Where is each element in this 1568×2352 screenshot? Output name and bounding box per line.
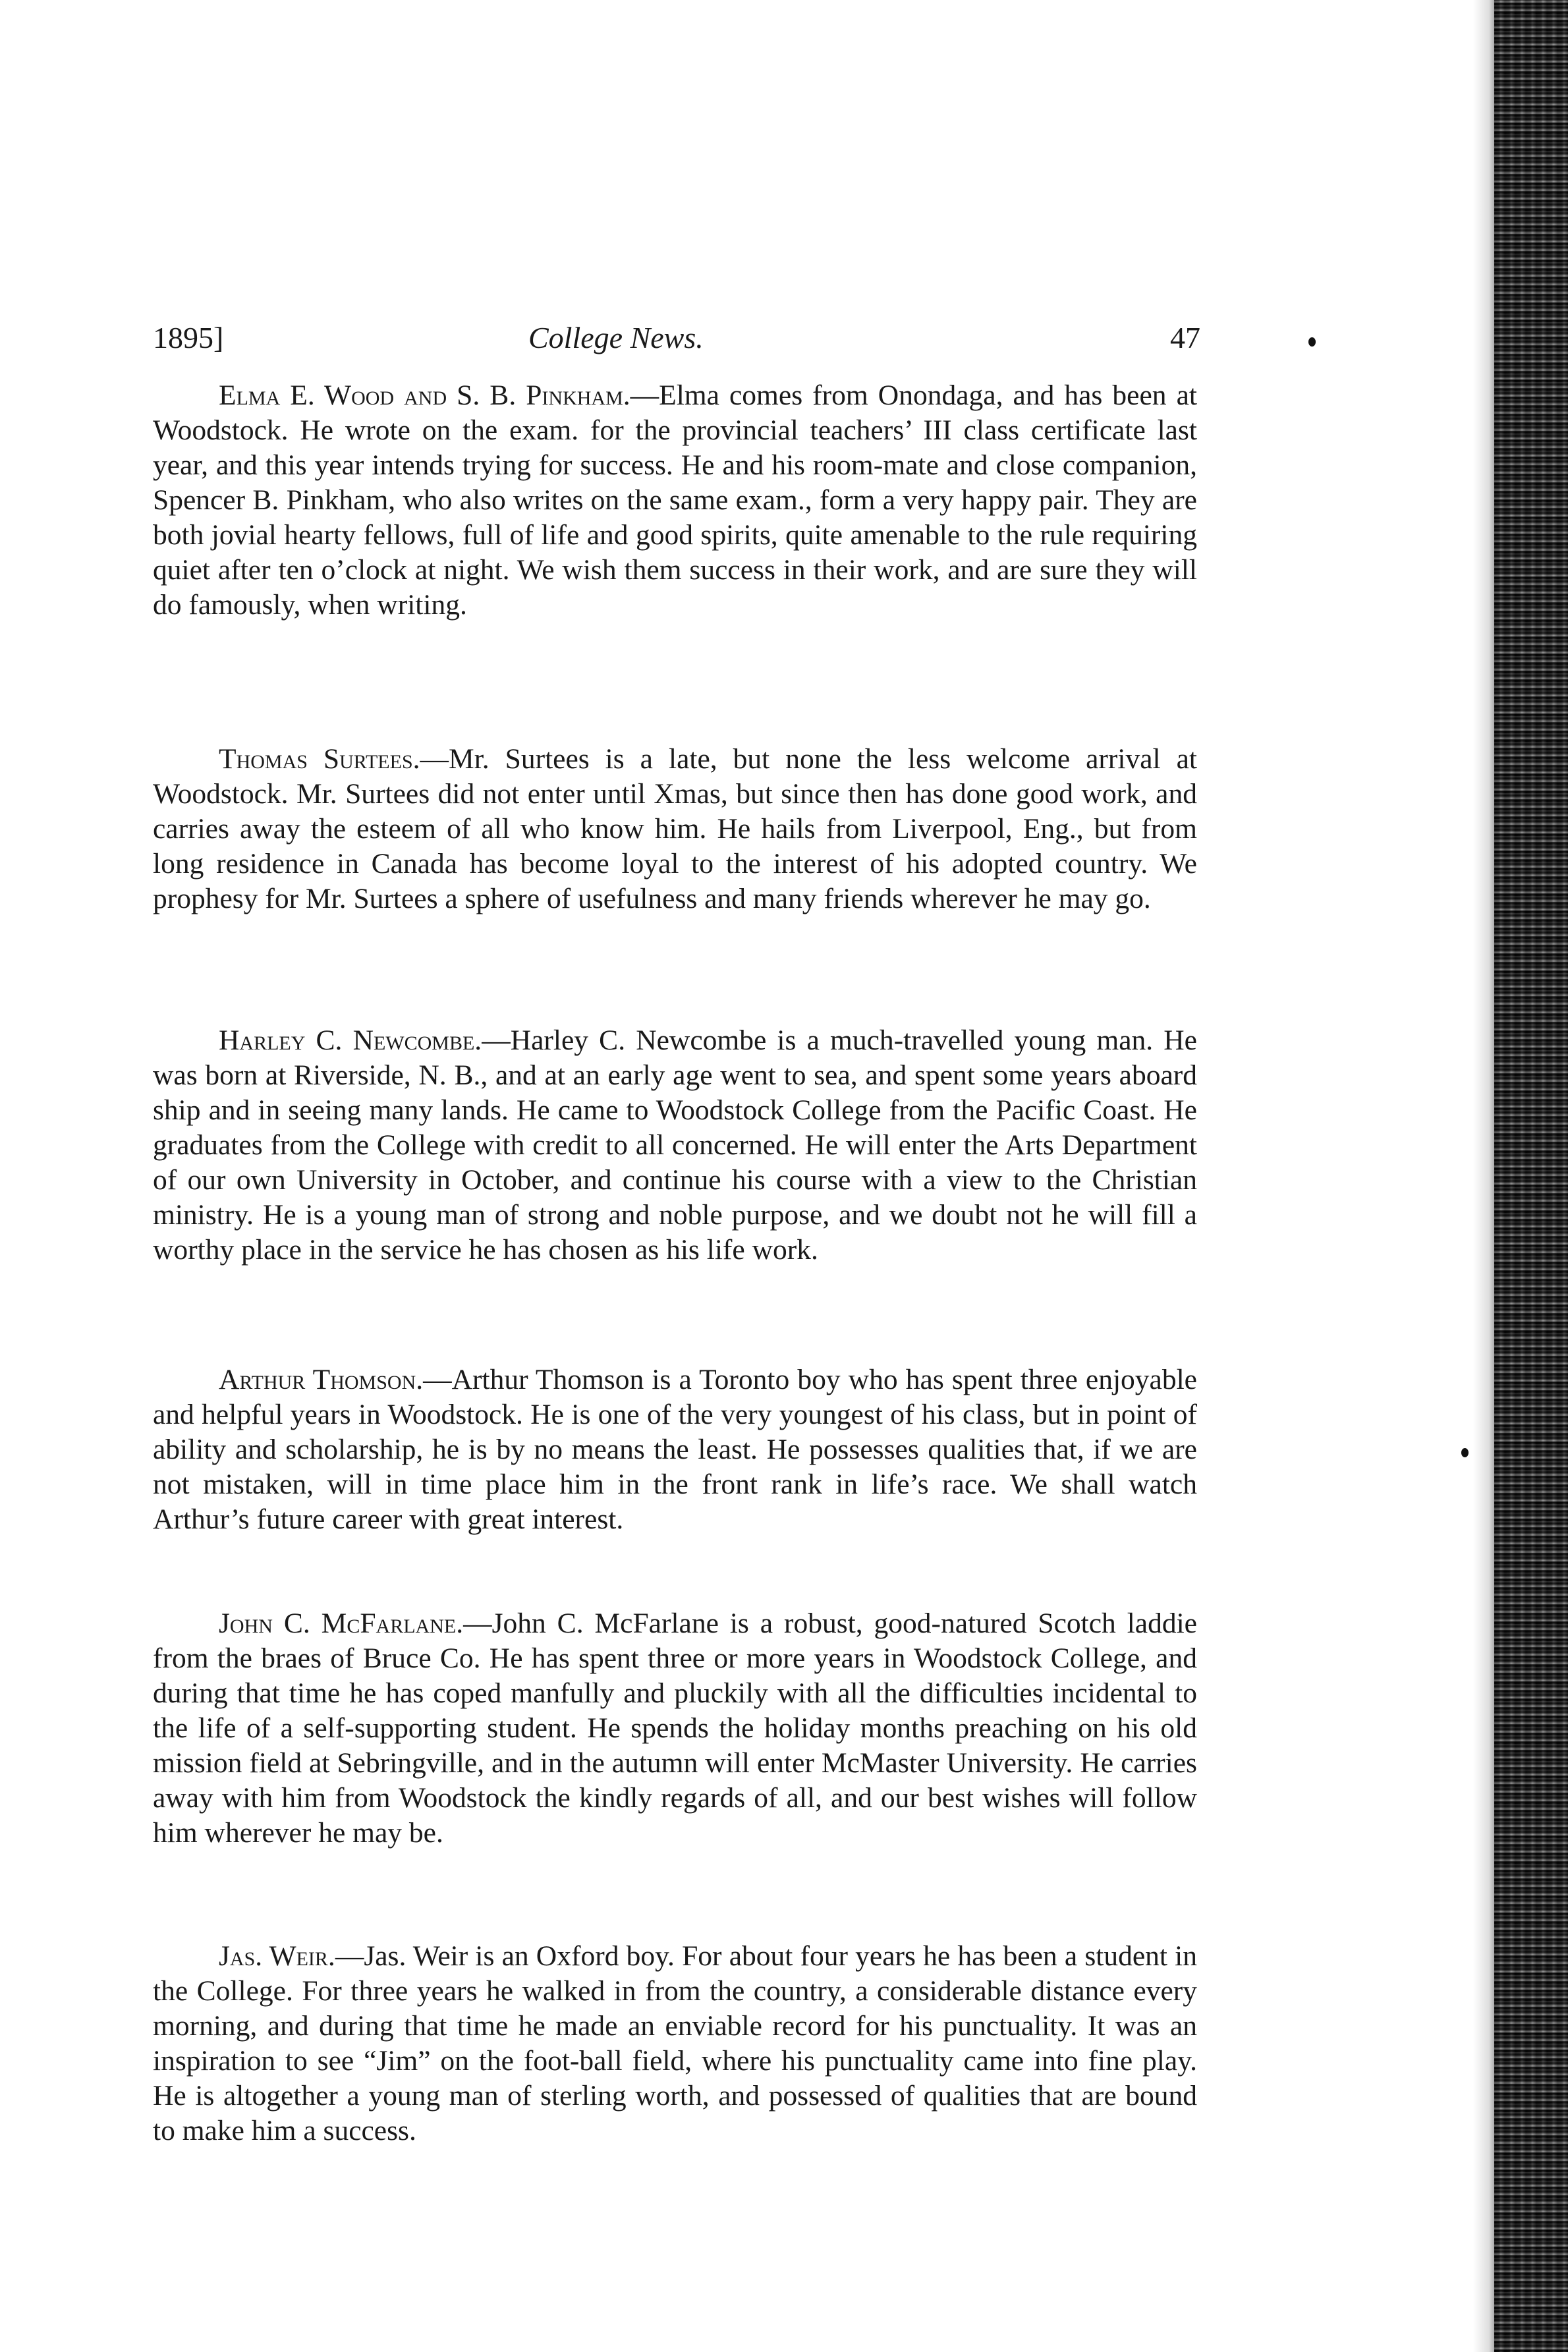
article-name: Elma E. Wood and S. B. Pinkham. xyxy=(219,379,630,411)
article-harley-newcombe xyxy=(153,1023,1197,1268)
article-thomas-surtees xyxy=(153,742,1197,916)
article-body: —Jas. Weir is an Oxford boy. For about four years he has been a student in the College. For three years he walked in from the country, a considerable distance every morning, and during that time he made an enviable record for his punctuality. It was an inspiration to see “Jim” on the foot-ball field, where his punctuality came into fine play. He is altogether a young man of sterling worth, and possessed of qualities that are bound to make him a success. xyxy=(153,1940,1198,2146)
article-body: —John C. McFarlane is a robust, good-natured Scotch laddie from the braes of Bruce Co. He has spent three or more years in Woodstock College, and during that time he has coped manfully and pluckily with all the difficulties incidental to the life of a self-supporting student. He spends the holiday months preaching on his old mission field at Sebringville, and in the autumn will enter McMaster University. He carries away with him from Woodstock the kindly regards of all, and our best wishes will follow him wherever he may be. xyxy=(153,1608,1197,1849)
article-name: Arthur Thomson. xyxy=(219,1364,424,1395)
header-title: College News. xyxy=(528,321,704,354)
margin-mark xyxy=(1461,1448,1469,1457)
article-body: —Mr. Surtees is a late, but none the less welcome arrival at Woodstock. Mr. Surtees did not enter until Xmas, but since then has done good work, and carries away the esteem of all who know him. He hails from Liverpool, Eng., but from long residence in Canada has become loyal to the interest of his adopted country. We prophesy for Mr. Surtees a sphere of usefulness and many friends wherever he may go. xyxy=(153,743,1197,914)
article-john-mcfarlane xyxy=(153,1606,1197,1851)
article-arthur-thomson xyxy=(153,1362,1197,1537)
header-year: 1895] xyxy=(153,321,224,354)
article-body: —Elma comes from Onondaga, and has been at Woodstock. He wrote on the exam. for the provincial teachers’ III class certificate last year, and this year intends trying for success. He and his room-mate and close companion, Spencer B. Pinkham, who also writes on the same exam., form a very happy pair. They are both jovial hearty fellows, full of life and good spirits, quite amenable to the rule requiring quiet after ten o’clock at night. We wish them success in their work, and are sure they will do famously, when writing. xyxy=(153,379,1197,621)
article-elma-wood-pinkham xyxy=(153,378,1197,623)
article-name: Harley C. Newcombe. xyxy=(219,1024,482,1056)
page-header xyxy=(153,320,1207,366)
article-body: —Arthur Thomson is a Toronto boy who has spent three enjoyable and helpful years in Woodstock. He is one of the very youngest of his class, but in point of ability and scholarship, he is by no means the least. He possesses qualities that, if we are not mistaken, will in time place him in the front rank in life’s race. We shall watch Arthur’s future career with great interest. xyxy=(153,1364,1197,1535)
article-name: Thomas Surtees. xyxy=(219,743,420,775)
article-name: John C. McFarlane. xyxy=(219,1608,464,1639)
article-name: Jas. Weir. xyxy=(219,1940,335,1972)
article-jas-weir xyxy=(153,1939,1197,2148)
margin-mark xyxy=(1308,337,1316,347)
page-number: 47 xyxy=(1170,321,1200,354)
article-body: —Harley C. Newcombe is a much-travelled young man. He was born at Riverside, N. B., and at an early age went to sea, and spent some years aboard ship and in seeing many lands. He came to Woodstock College from the Pacific Coast. He graduates from the College with credit to all concerned. He will enter the Arts Department of our own University in October, and continue his course with a view to the Christian ministry. He is a young man of strong and noble purpose, and we doubt not he will fill a worthy place in the service he has chosen as his life work. xyxy=(153,1024,1197,1266)
scanned-page-edge xyxy=(1494,0,1568,2352)
